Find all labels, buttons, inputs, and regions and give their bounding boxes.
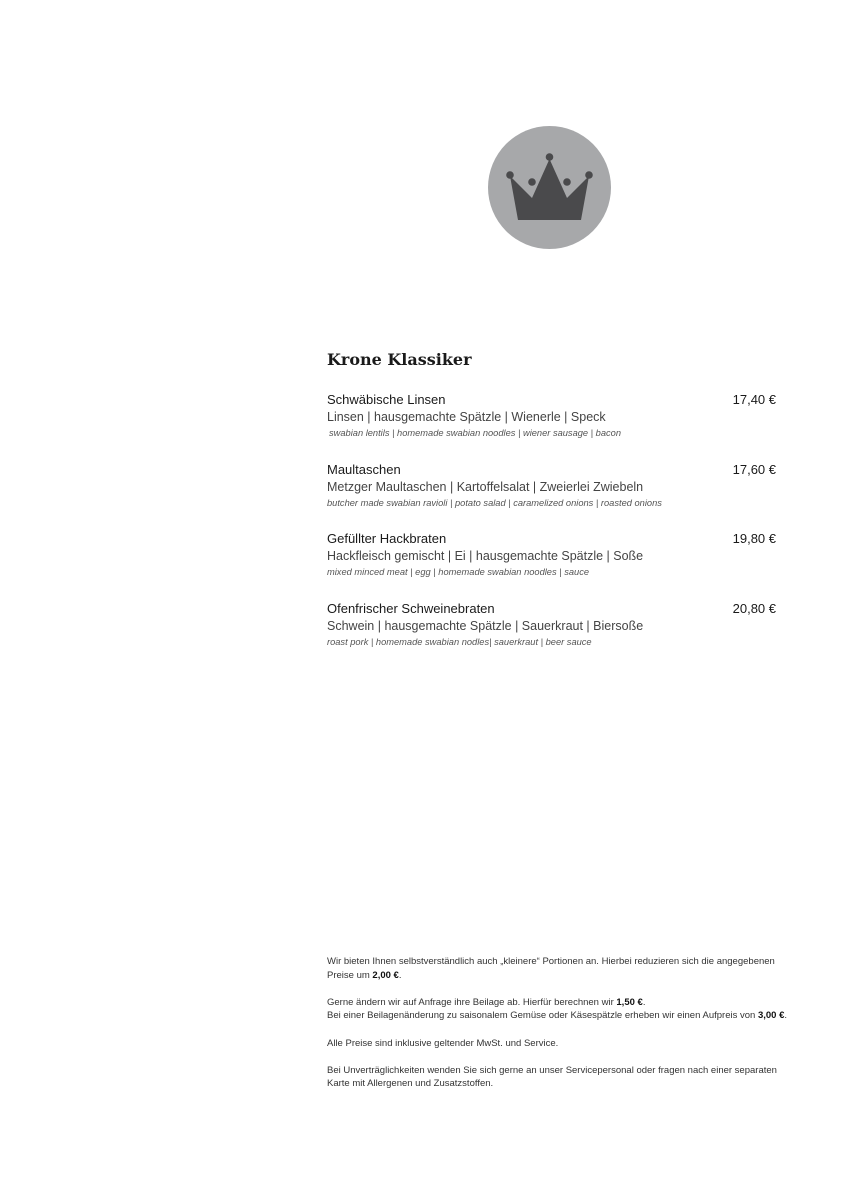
note-text: Wir bieten Ihnen selbstverständlich auch „kleinere“ Portionen an. Hierbei reduzieren sich die angegebenen Preise um: [327, 956, 775, 981]
item-description: Metzger Maultaschen | Kartoffelsalat | Zweierlei Zwiebeln: [327, 479, 644, 494]
item-english-description: swabian lentils | homemade swabian noodles | wiener sausage | bacon: [329, 428, 622, 438]
note-text: .: [784, 1010, 787, 1022]
item-price: 17,60 €: [732, 461, 776, 477]
note-text: Gerne ändern wir auf Anfrage ihre Beilage ab. Hierfür berechnen wir: [327, 996, 617, 1008]
note-price: 2,00 €: [372, 969, 399, 981]
menu-item: [327, 600, 779, 670]
item-name: Schwäbische Linsen: [327, 392, 446, 407]
item-description: Linsen | hausgemachte Spätzle | Wienerle | Speck: [327, 410, 606, 424]
note-price: 3,00 €: [757, 1010, 785, 1022]
menu-item: [327, 391, 779, 461]
item-english-description: mixed minced meat | egg | homemade swabian noodles | sauce: [327, 567, 590, 577]
item-price: 19,80 €: [732, 531, 776, 546]
note-allergens: Bei Unverträglichkeiten wenden Sie sich gerne an unser Servicepersonal oder fragen nach einer separaten Karte mit Allergenen und Zusatzstoffen.: [327, 1064, 777, 1090]
menu-list: [327, 391, 779, 669]
menu-item: [327, 461, 779, 531]
crown-icon: [488, 126, 611, 249]
section-title: Krone Klassiker: [327, 350, 472, 369]
note-side-change: [327, 996, 797, 1023]
item-english-description: butcher made swabian ravioli | potato salad | caramelized onions | roasted onions: [327, 497, 662, 508]
note-text: .: [642, 996, 646, 1008]
item-price: 20,80 €: [732, 600, 776, 616]
menu-item: [327, 530, 779, 600]
note-text: Bei einer Beilagenänderung zu saisonalem Gemüse oder Käsespätzle erheben wir einen Aufpreis von: [327, 1010, 758, 1022]
crown-logo: [488, 126, 611, 249]
note-text: .: [398, 969, 402, 981]
note-portions: [327, 955, 797, 982]
item-name: Ofenfrischer Schweinebraten: [327, 600, 495, 616]
item-description: Hackfleisch gemischt | Ei | hausgemachte Spätzle | Soße: [327, 549, 644, 563]
menu-notes: [327, 955, 797, 1105]
item-name: Maultaschen: [327, 461, 401, 477]
note-price: 1,50 €: [616, 996, 643, 1008]
note-vat: Alle Preise sind inklusive geltender MwSt. und Service.: [327, 1037, 559, 1049]
item-price: 17,40 €: [732, 392, 776, 407]
item-name: Gefüllter Hackbraten: [327, 531, 447, 546]
item-english-description: roast pork | homemade swabian nodles| sauerkraut | beer sauce: [327, 636, 592, 647]
item-description: Schwein | hausgemachte Spätzle | Sauerkraut | Biersoße: [327, 618, 644, 633]
